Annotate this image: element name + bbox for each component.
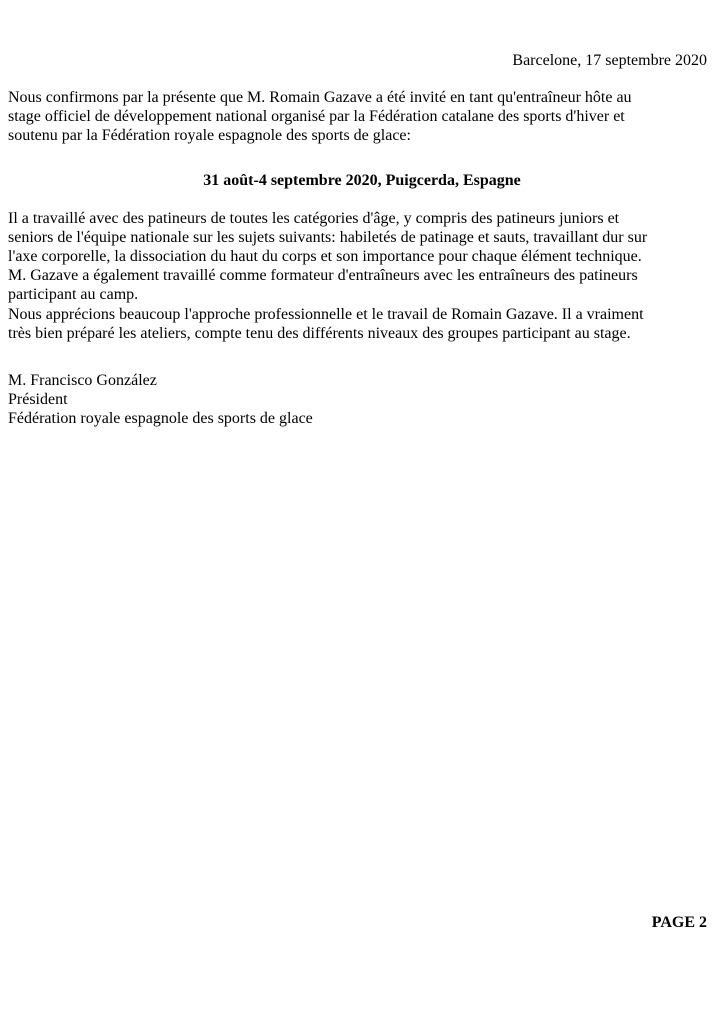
page-number: PAGE 2 [651,914,707,931]
signatory-name: M. Francisco González [8,372,157,389]
work-paragraph [8,209,716,304]
paragraph-line: participant au camp. [8,286,139,303]
dateline: Barcelone, 17 septembre 2020 [512,52,707,69]
paragraph-line: stage officiel de développement national organisé par la Fédération catalane des sports d'hiver et [8,108,625,125]
paragraph-line: Il a travaillé avec des patineurs de toutes les catégories d'âge, y compris des patineurs juniors et [8,210,620,227]
signatory-title: Président [8,391,68,408]
paragraph-line: Nous confirmons par la présente que M. Romain Gazave a été invité en tant qu'entraîneur hôte au [8,89,632,106]
paragraph-line: très bien préparé les ateliers, compte tenu des différents niveaux des groupes participant au stage. [8,325,631,342]
paragraph-line: Nous apprécions beaucoup l'approche professionnelle et le travail de Romain Gazave. Il a vraiment [8,306,644,323]
intro-paragraph [8,88,716,145]
paragraph-line: l'axe corporelle, la dissociation du haut du corps et son importance pour chaque élément technique. [8,248,642,265]
signature-block [8,371,716,428]
appreciation-paragraph [8,305,716,343]
paragraph-line: M. Gazave a également travaillé comme formateur d'entraîneurs avec les entraîneurs des patineurs [8,267,638,284]
paragraph-line: seniors de l'équipe nationale sur les sujets suivants: habiletés de patinage et sauts, travaillant dur sur [8,229,648,246]
event-heading: 31 août-4 septembre 2020, Puigcerda, Espagne [203,172,521,189]
signatory-organization: Fédération royale espagnole des sports de glace [8,410,313,427]
paragraph-line: soutenu par la Fédération royale espagnole des sports de glace: [8,127,411,144]
